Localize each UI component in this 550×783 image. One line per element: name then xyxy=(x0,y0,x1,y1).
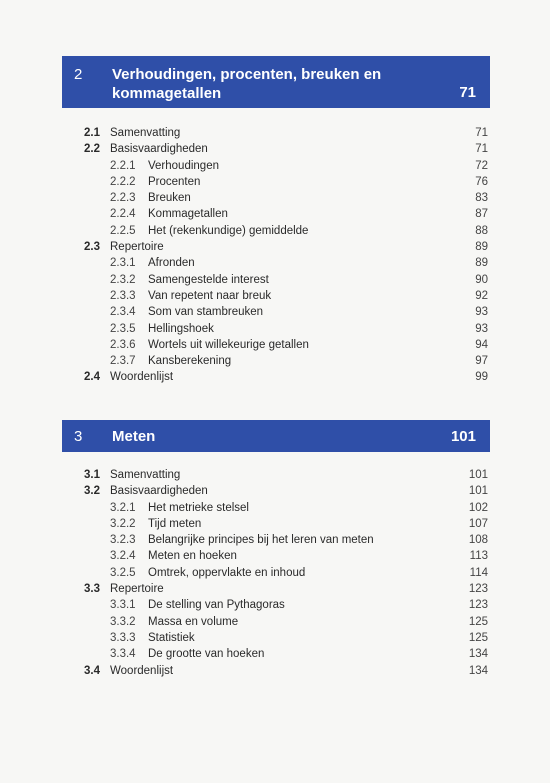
toc-entry-number: 2.2.4 xyxy=(110,208,136,221)
toc-entry-title: Samenvatting xyxy=(110,469,181,481)
toc-entry-page: 101 xyxy=(468,485,488,498)
toc-entry-title: Procenten xyxy=(148,175,201,188)
toc-entry-number: 2.2.3 xyxy=(110,192,136,205)
toc-entry-title: Verhoudingen xyxy=(148,159,219,172)
toc-entry[interactable] xyxy=(62,532,490,548)
toc-entry-page: 123 xyxy=(468,599,488,612)
toc-entry-title: Woordenlijst xyxy=(110,664,174,677)
toc-entry-title: Afronden xyxy=(148,257,195,270)
toc-entry-number: 2.3.3 xyxy=(110,289,136,302)
toc-entry[interactable] xyxy=(62,581,490,597)
toc-entry-number: 2.3.2 xyxy=(110,273,136,286)
toc-entry-page: 83 xyxy=(475,192,488,205)
chapter-title-line1: Verhoudingen, procenten, breuken en xyxy=(112,66,382,83)
toc-entry[interactable] xyxy=(62,239,490,255)
toc-entry-page: 76 xyxy=(475,175,488,188)
toc-entry[interactable] xyxy=(62,663,490,679)
toc-entry-title: Omtrek, oppervlakte en inhoud xyxy=(148,566,306,579)
toc-entry[interactable] xyxy=(62,223,490,239)
toc-entry-page: 114 xyxy=(469,566,488,579)
toc-entry-title: Samengestelde interest xyxy=(148,273,269,286)
toc-entry[interactable] xyxy=(62,174,490,190)
toc-entry-page: 89 xyxy=(475,241,488,254)
toc-entry[interactable] xyxy=(62,190,490,206)
toc-entry-title: Woordenlijst xyxy=(110,371,174,384)
toc-entry[interactable] xyxy=(62,141,490,157)
toc-entry-number: 3.2.2 xyxy=(110,517,136,530)
toc-entry-title: Repertoire xyxy=(110,241,164,254)
toc-entry-title: Basisvaardigheden xyxy=(110,143,208,156)
toc-entry-number: 3.3.4 xyxy=(110,648,136,661)
toc-entry-number: 2.2.5 xyxy=(110,224,136,237)
toc-entry-title: Basisvaardigheden xyxy=(110,485,208,498)
toc-entry-number: 3.3.2 xyxy=(110,615,136,628)
toc-entry-number: 3.1 xyxy=(84,469,100,481)
toc-entry[interactable] xyxy=(62,630,490,646)
toc-entry-title: Statistiek xyxy=(148,631,195,644)
toc-entry-title: Samenvatting xyxy=(110,127,181,139)
toc-entry-number: 2.3.5 xyxy=(110,322,136,335)
toc-entry[interactable] xyxy=(62,614,490,630)
toc-entry-page: 94 xyxy=(475,338,488,351)
toc-entry-number: 3.3.1 xyxy=(110,599,136,612)
toc-entry-page: 134 xyxy=(468,648,488,661)
toc-entry-page: 90 xyxy=(475,273,488,286)
toc-entry-number: 2.3.1 xyxy=(110,257,136,270)
toc-entry-title: Breuken xyxy=(148,192,191,205)
toc-list-chapter-3 xyxy=(62,467,490,679)
toc-entry-page: 89 xyxy=(475,257,488,270)
toc-entry[interactable] xyxy=(62,565,490,581)
toc-entry-title: Kansberekening xyxy=(148,355,232,368)
chapter-title-line2: kommagetallen xyxy=(112,85,222,102)
toc-entry-page: 93 xyxy=(475,322,488,335)
toc-entry-title: De grootte van hoeken xyxy=(148,648,265,661)
toc-entry[interactable] xyxy=(62,500,490,516)
chapter-number: 2 xyxy=(74,66,83,83)
toc-entry-number: 2.2.1 xyxy=(110,159,136,172)
toc-entry-page: 99 xyxy=(475,371,488,384)
toc-entry-page: 92 xyxy=(475,289,488,302)
toc-entry-title: Het metrieke stelsel xyxy=(148,501,249,514)
toc-entry[interactable] xyxy=(62,206,490,222)
toc-entry[interactable] xyxy=(62,369,490,385)
toc-entry-title: Meten en hoeken xyxy=(148,550,237,563)
toc-entry-number: 3.2.5 xyxy=(110,566,136,579)
toc-entry-page: 87 xyxy=(475,208,488,221)
toc-entry-title: Tijd meten xyxy=(148,517,202,530)
toc-entry-title: Kommagetallen xyxy=(148,208,228,221)
toc-entry-title: Het (rekenkundige) gemiddelde xyxy=(148,224,309,237)
toc-entry[interactable] xyxy=(62,597,490,613)
toc-entry-number: 2.3.6 xyxy=(110,338,136,351)
toc-entry-title: Repertoire xyxy=(110,583,164,596)
toc-entry[interactable] xyxy=(62,516,490,532)
toc-entry-number: 2.3.7 xyxy=(110,355,136,368)
toc-entry-number: 2.3 xyxy=(84,241,100,254)
toc-entry[interactable] xyxy=(62,125,490,141)
toc-entry-page: 93 xyxy=(475,306,488,319)
toc-entry[interactable] xyxy=(62,272,490,288)
toc-entry-title: Massa en volume xyxy=(148,615,239,628)
toc-list-chapter-2 xyxy=(62,125,490,386)
toc-entry-number: 2.2 xyxy=(84,143,100,156)
chapter-number: 3 xyxy=(74,428,83,445)
toc-entry-page: 134 xyxy=(468,664,488,677)
toc-entry-page: 71 xyxy=(475,143,488,156)
toc-entry-number: 3.2.4 xyxy=(110,550,136,563)
toc-entry-page: 101 xyxy=(468,469,488,481)
toc-entry-page: 125 xyxy=(468,615,488,628)
toc-entry-number: 3.2 xyxy=(84,485,100,498)
chapter-page: 101 xyxy=(450,428,476,445)
toc-entry-number: 2.2.2 xyxy=(110,175,136,188)
chapter-header-2[interactable] xyxy=(62,56,490,108)
toc-entry[interactable] xyxy=(62,646,490,662)
toc-entry-title: Belangrijke principes bij het leren van meten xyxy=(148,534,374,547)
toc-entry-number: 2.1 xyxy=(84,127,100,139)
toc-entry-page: 72 xyxy=(475,159,488,172)
toc-entry-number: 3.2.1 xyxy=(110,501,136,514)
toc-entry[interactable] xyxy=(62,288,490,304)
toc-entry-number: 3.2.3 xyxy=(110,534,136,547)
toc-entry-page: 88 xyxy=(475,224,488,237)
toc-entry-page: 113 xyxy=(469,550,488,563)
toc-entry-page: 97 xyxy=(475,355,488,368)
toc-entry-page: 107 xyxy=(468,517,488,530)
chapter-header-3[interactable] xyxy=(62,420,490,452)
toc-entry[interactable] xyxy=(62,255,490,271)
toc-entry-page: 102 xyxy=(468,501,488,514)
toc-entry-title: Van repetent naar breuk xyxy=(148,289,272,302)
toc-entry-number: 3.4 xyxy=(84,664,100,677)
toc-entry[interactable] xyxy=(62,548,490,564)
toc-entry-title: Som van stambreuken xyxy=(148,306,264,319)
toc-entry-page: 71 xyxy=(475,127,488,139)
toc-entry[interactable] xyxy=(62,337,490,353)
toc-entry-number: 3.3 xyxy=(84,583,100,596)
toc-entry-number: 2.3.4 xyxy=(110,306,136,319)
toc-entry[interactable] xyxy=(62,158,490,174)
toc-entry-title: Wortels uit willekeurige getallen xyxy=(148,338,309,351)
toc-entry[interactable] xyxy=(62,353,490,369)
toc-entry-number: 3.3.3 xyxy=(110,631,136,644)
chapter-title-line1: Meten xyxy=(112,428,156,445)
toc-entry-number: 2.4 xyxy=(84,371,100,384)
toc-entry-page: 125 xyxy=(468,631,488,644)
chapter-page: 71 xyxy=(459,84,476,101)
toc-entry[interactable] xyxy=(62,483,490,499)
toc-entry[interactable] xyxy=(62,304,490,320)
toc-entry[interactable] xyxy=(62,321,490,337)
toc-entry-title: De stelling van Pythagoras xyxy=(148,599,285,612)
toc-entry-page: 108 xyxy=(468,534,488,547)
toc-entry-title: Hellingshoek xyxy=(148,322,214,335)
toc-entry[interactable] xyxy=(62,467,490,483)
toc-entry-page: 123 xyxy=(468,583,488,596)
